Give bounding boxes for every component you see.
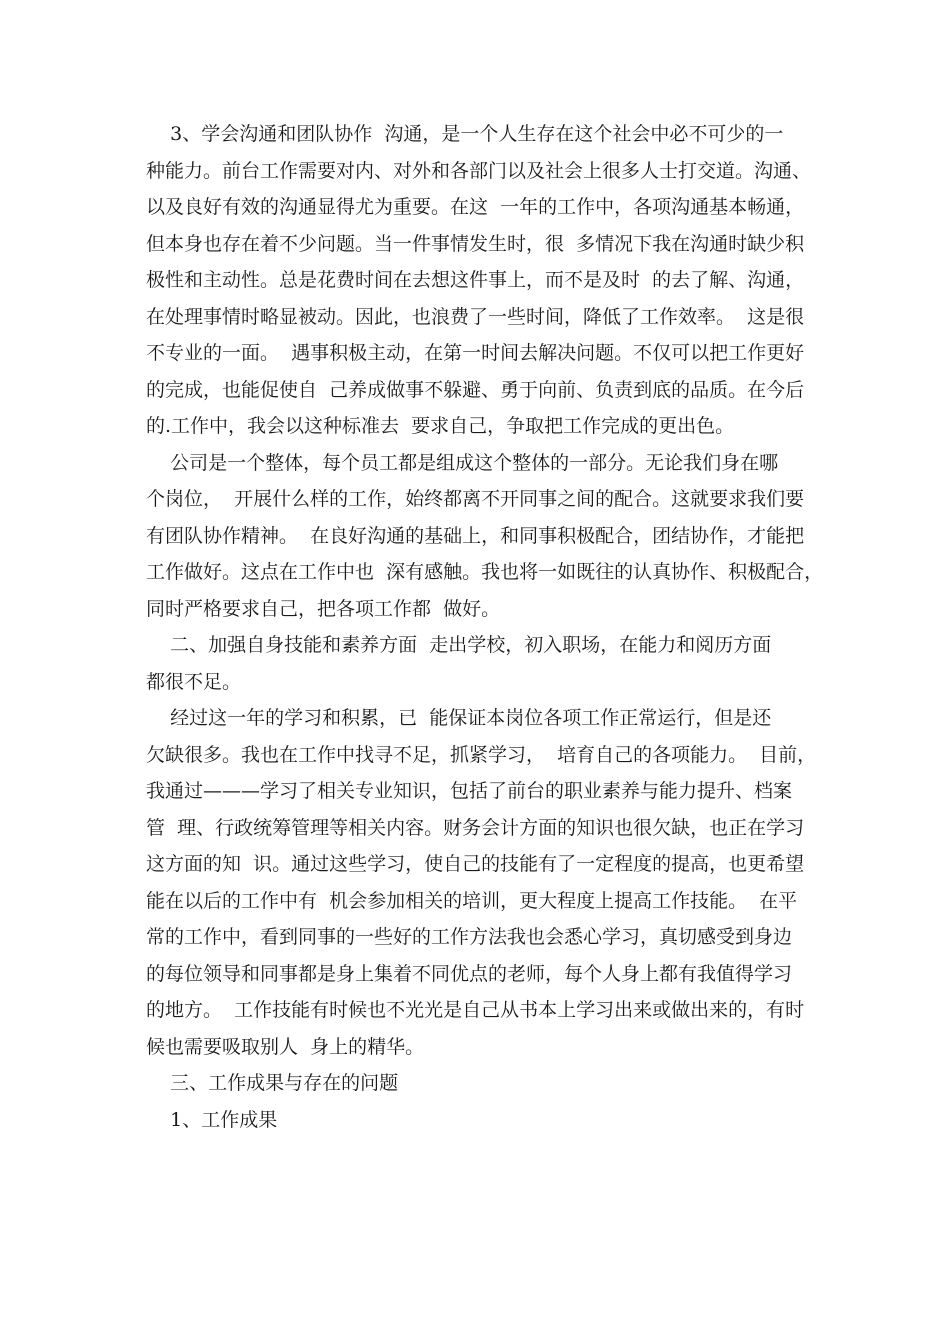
- text-line: 的地方。 工作技能有时候也不光光是自己从书本上学习出来或做出来的，有时: [146, 999, 805, 1021]
- text-line: 公司是一个整体，每个员工都是组成这个整体的一部分。无论我们身在哪: [146, 451, 779, 474]
- text-line: 种能力。前台工作需要对内、对外和各部门以及社会上很多人士打交道。沟通、: [146, 159, 812, 182]
- text-line: 常的工作中，看到同事的一些好的工作方法我也会悉心学习，真切感受到身边: [146, 926, 793, 948]
- text-line: 的完成，也能促使自 己养成做事不躲避、勇于向前、负责到底的品质。在今后: [146, 378, 805, 401]
- text-line: 的每位领导和同事都是身上集着不同优点的老师，每个人身上都有我值得学习: [146, 962, 793, 985]
- text-line: 都很不足。: [146, 670, 242, 693]
- text-line: 能在以后的工作中有 机会参加相关的培训，更大程度上提高工作技能。 在平: [146, 889, 798, 912]
- text-line: 极性和主动性。总是花费时间在去想这件事上，而不是及时 的去了解、沟通，: [146, 269, 805, 291]
- text-line: 候也需要吸取别人 身上的精华。: [146, 1035, 425, 1058]
- text-line: 在处理事情时略显被动。因此，也浪费了一些时间，降低了工作效率。 这是很: [146, 305, 805, 328]
- text-line: 但本身也存在着不少问题。当一件事情发生时，很 多情况下我在沟通时缺少积: [146, 232, 805, 255]
- text-line: 不专业的一面。 遇事积极主动，在第一时间去解决问题。不仅可以把工作更好: [146, 342, 805, 364]
- document-body: [146, 116, 824, 1138]
- text-line: 同时严格要求自己，把各项工作都 做好。: [146, 597, 501, 620]
- text-line: 有团队协作精神。 在良好沟通的基础上，和同事积极配合，团结协作，才能把: [146, 524, 805, 547]
- section-heading: 二、加强自身技能和素养方面 走出学校，初入职场，在能力和阅历方面: [146, 634, 772, 656]
- section-heading: 三、工作成果与存在的问题: [146, 1072, 399, 1094]
- text-line: 这方面的知 识。通过这些学习，使自己的技能有了一定程度的提高，也更希望: [146, 853, 805, 875]
- text-line: 的.工作中，我会以这种标准去 要求自己，争取把工作完成的更出色。: [146, 415, 735, 437]
- subsection-heading: 1、工作成果: [146, 1108, 278, 1131]
- text-line: 工作做好。这点在工作中也 深有感触。我也将一如既往的认真协作、积极配合，: [146, 561, 824, 583]
- text-line: 3、学会沟通和团队协作 沟通，是一个人生存在这个社会中必不可少的一: [146, 123, 784, 145]
- text-line: 管 理、行政统筹管理等相关内容。财务会计方面的知识也很欠缺，也正在学习: [146, 816, 805, 839]
- text-line: 欠缺很多。我也在工作中找寻不足，抓紧学习， 培育自己的各项能力。 目前，: [146, 743, 817, 766]
- text-line: 经过这一年的学习和积累，已 能保证本岗位各项工作正常运行，但是还: [146, 707, 772, 729]
- text-line: 个岗位， 开展什么样的工作，始终都离不开同事之间的配合。这就要求我们要: [146, 488, 805, 510]
- text-line: 以及良好有效的沟通显得尤为重要。在这 一年的工作中，各项沟通基本畅通，: [146, 196, 805, 218]
- text-line: 我通过———学习了相关专业知识，包括了前台的职业素养与能力提升、档案: [146, 780, 793, 802]
